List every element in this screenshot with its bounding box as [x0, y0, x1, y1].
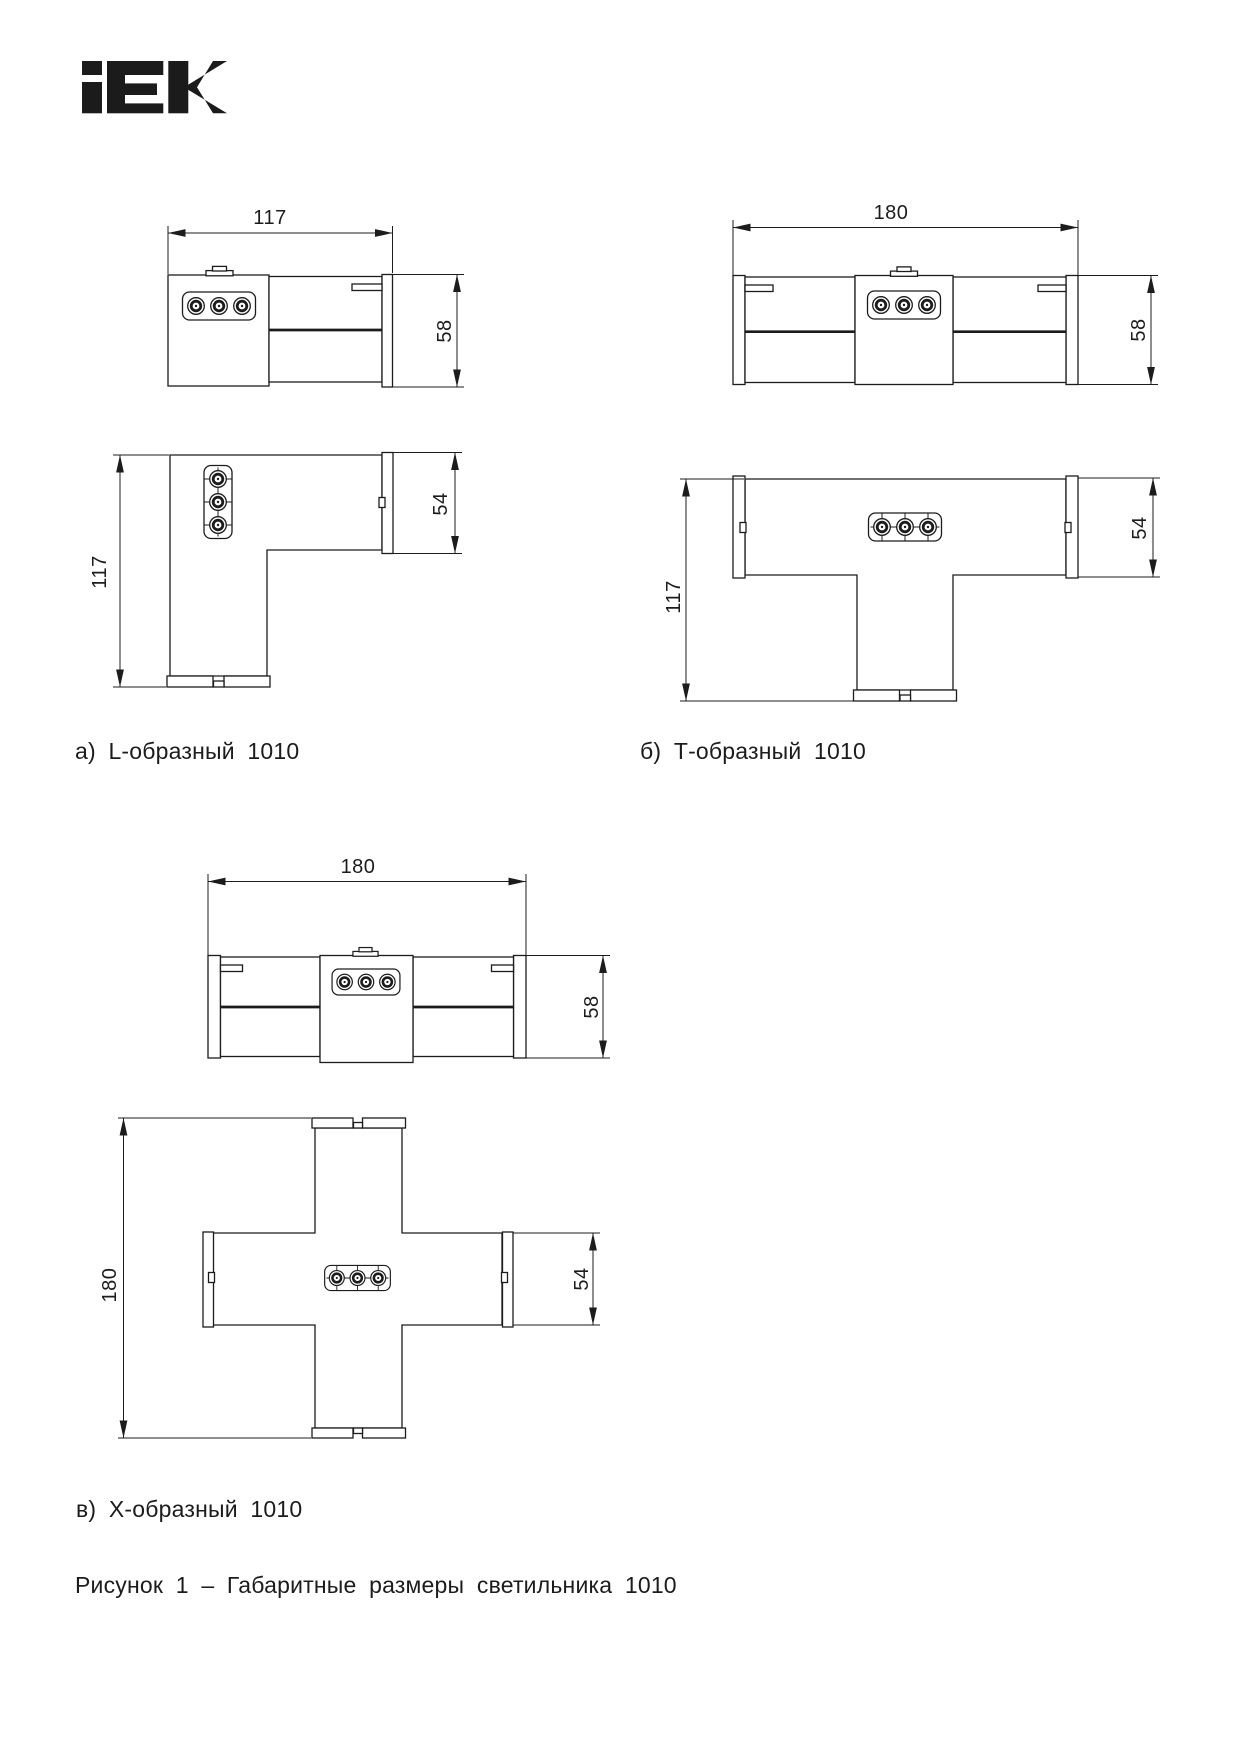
- dim-a-elevation-width: 117: [253, 207, 287, 229]
- dim-a-plan-length: 117: [89, 555, 111, 589]
- figure-b-elevation-drawing: [733, 220, 1158, 385]
- figure-v-label: в) Х-образный 1010: [76, 1496, 303, 1522]
- figure-a-elevation-drawing: [168, 226, 464, 387]
- figure-v-plan-drawing: [118, 1118, 600, 1438]
- dim-b-elevation-width: 180: [873, 202, 909, 224]
- figure-a-plan-drawing: [113, 453, 462, 688]
- dim-v-elevation-width: 180: [340, 856, 376, 878]
- dim-a-plan-width: 54: [430, 492, 452, 516]
- dim-b-plan-width: 54: [1129, 516, 1151, 540]
- dim-b-elevation-height: 58: [1128, 318, 1150, 342]
- iek-logo: [82, 61, 227, 113]
- figure-b-plan-drawing: [680, 476, 1160, 701]
- figure-caption: Рисунок 1 – Габаритные размеры светильника 1010: [75, 1572, 677, 1598]
- figure-v-elevation-drawing: [208, 874, 610, 1063]
- dim-v-plan-width: 54: [571, 1267, 593, 1291]
- dim-a-elevation-height: 58: [434, 319, 456, 343]
- figure-a-label: а) L-образный 1010: [75, 738, 300, 764]
- dim-v-elevation-height: 58: [581, 995, 603, 1019]
- dim-v-plan-length: 180: [99, 1267, 121, 1303]
- figure-b-label: б) Т-образный 1010: [640, 738, 867, 764]
- dim-b-plan-length: 117: [663, 580, 685, 614]
